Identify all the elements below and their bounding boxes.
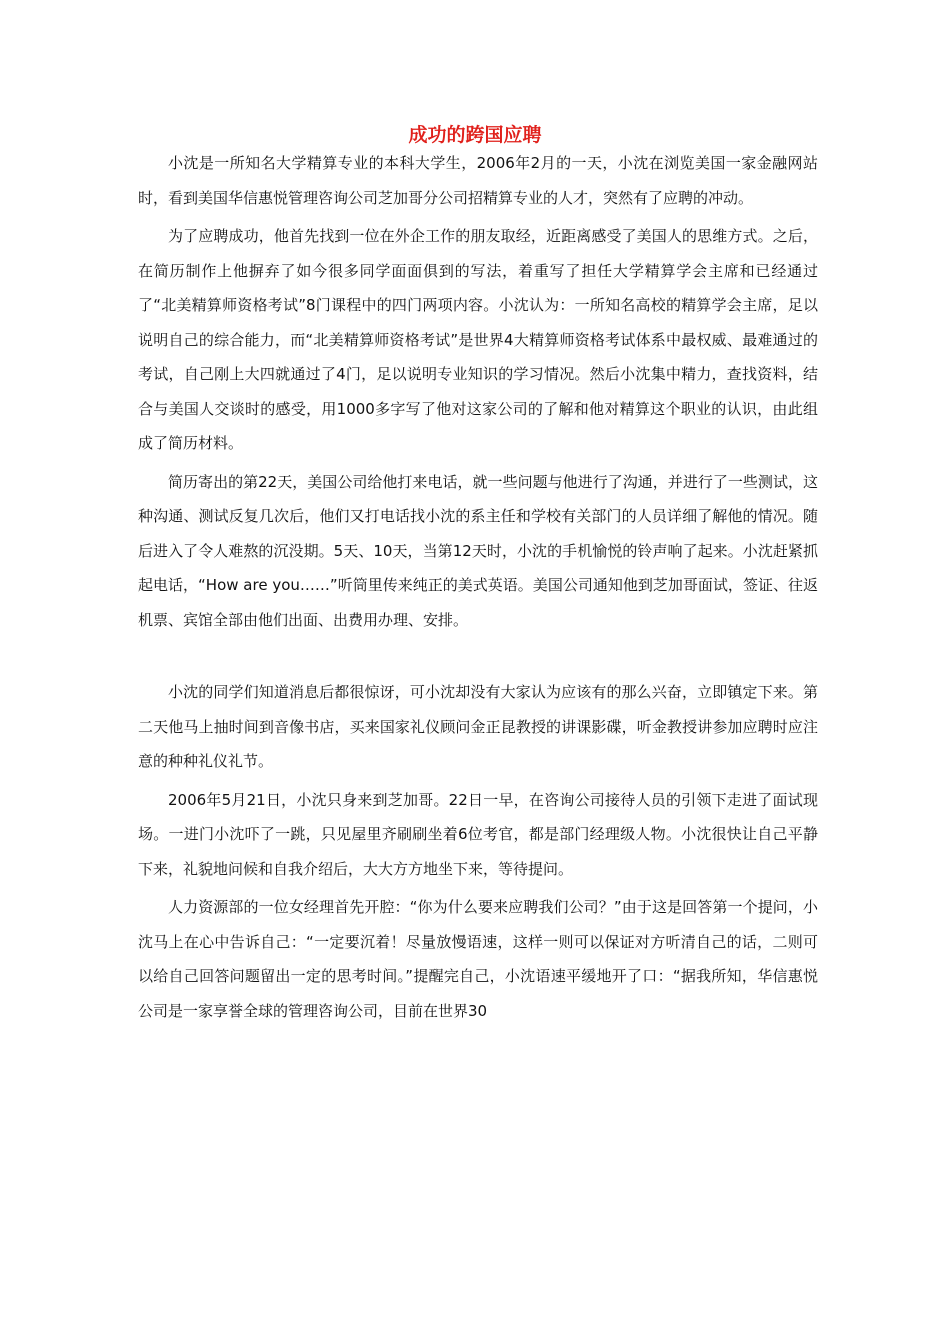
document-body bbox=[138, 146, 818, 1032]
document-title: 成功的跨国应聘 bbox=[408, 124, 542, 146]
paragraph: 小沈的同学们知道消息后都很惊讶，可小沈却没有大家认为应该有的那么兴奋，立即镇定下来。第二天他马上抽时间到音像书店，买来国家礼仪顾问金正昆教授的讲课影碟，听金教授讲参加应聘时应注意的种种礼仪礼节。 bbox=[138, 683, 818, 770]
paragraph: 为了应聘成功，他首先找到一位在外企工作的朋友取经，近距离感受了美国人的思维方式。之后，在简历制作上他摒弃了如今很多同学面面俱到的写法，着重写了担任大学精算学会主席和已经通过了“北美精算师资格考试”8门课程中的四门两项内容。小沈认为：一所知名高校的精算学会主席，足以说明自己的综合能力，而“北美精算师资格考试”是世界4大精算师资格考试体系中最权威、最难通过的考试，自己刚上大四就通过了4门，足以说明专业知识的学习情况。然后小沈集中精力，查找资料，结合与美国人交谈时的感受，用1000多字写了他对这家公司的了解和他对精算这个职业的认识，由此组成了简历材料。 bbox=[138, 227, 818, 452]
paragraph: 小沈是一所知名大学精算专业的本科大学生，2006年2月的一天，小沈在浏览美国一家金融网站时，看到美国华信惠悦管理咨询公司芝加哥分公司招精算专业的人才，突然有了应聘的冲动。 bbox=[138, 154, 818, 207]
paragraph: 2006年5月21日，小沈只身来到芝加哥。22日一早，在咨询公司接待人员的引领下走进了面试现场。一进门小沈吓了一跳，只见屋里齐刷刷坐着6位考官，都是部门经理级人物。小沈很快让自己平静下来，礼貌地问候和自我介绍后，大大方方地坐下来，等待提问。 bbox=[138, 790, 818, 878]
paragraph: 人力资源部的一位女经理首先开腔：“你为什么要来应聘我们公司？”由于这是回答第一个提问，小沈马上在心中告诉自己：“一定要沉着！尽量放慢语速，这样一则可以保证对方听清自己的话，二则可以给自己回答问题留出一定的思考时间。”提醒完自己，小沈语速平缓地开了口：“据我所知，华信惠悦公司是一家享誉全球的管理咨询公司，目前在世界30 bbox=[138, 898, 818, 1020]
paragraph: 简历寄出的第22天，美国公司给他打来电话，就一些问题与他进行了沟通，并进行了一些测试，这种沟通、测试反复几次后，他们又打电话找小沈的系主任和学校有关部门的人员详细了解他的情况。随后进入了令人难熬的沉没期。5天、10天，当第12天时，小沈的手机愉悦的铃声响了起来。小沈赶紧抓起电话，“How are you……”听筒里传来纯正的美式英语。美国公司通知他到芝加哥面试，签证、往返机票、宾馆全部由他们出面、出费用办理、安排。 bbox=[138, 472, 818, 629]
